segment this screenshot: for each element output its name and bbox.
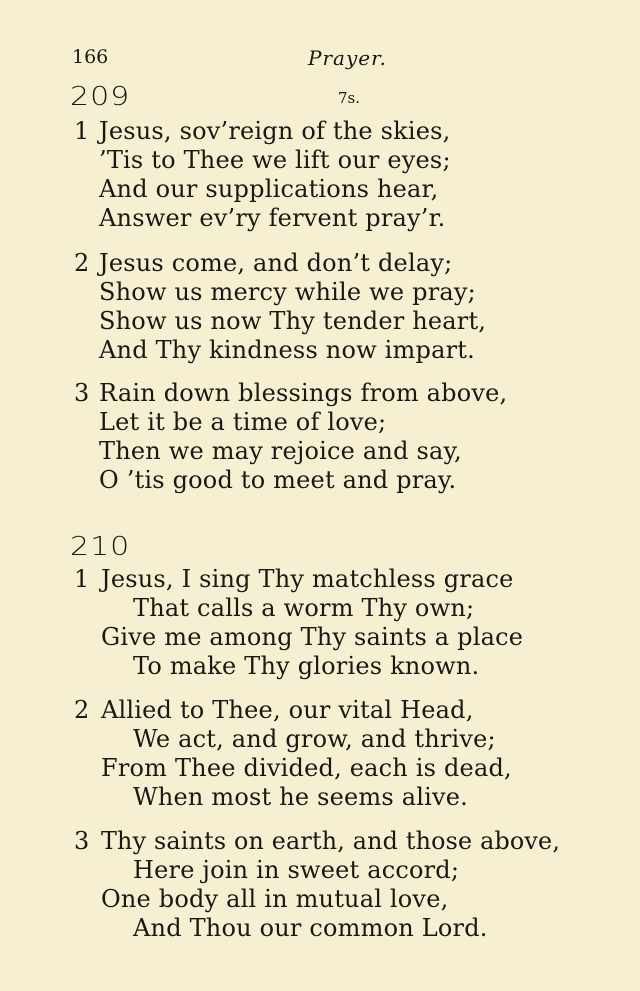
verse-line: Give me among Thy saints a place: [101, 623, 524, 651]
running-title: Prayer.: [308, 46, 387, 70]
verse-line: And Thou our common Lord.: [133, 914, 488, 942]
verse-line: Jesus come, and don’t delay;: [99, 249, 453, 277]
hymn-meter: 7s.: [338, 89, 361, 107]
verse-line: ’Tis to Thee we lift our eyes;: [99, 146, 451, 174]
verse-line: And Thy kindness now impart.: [99, 336, 475, 364]
verse-line: When most he seems alive.: [133, 783, 468, 811]
verse-number: 1: [74, 117, 90, 145]
verse-line: That calls a worm Thy own;: [133, 594, 475, 622]
verse-line: We act, and grow, and thrive;: [133, 725, 496, 753]
verse-line: Here join in sweet accord;: [133, 856, 460, 884]
verse-line: And our supplications hear,: [99, 175, 439, 203]
verse-line: From Thee divided, each is dead,: [101, 754, 512, 782]
verse-line: Let it be a time of love;: [99, 408, 387, 436]
verse-line: Then we may rejoice and say,: [99, 437, 462, 465]
verse-line: Show us mercy while we pray;: [99, 278, 476, 306]
page-number: 166: [72, 46, 109, 68]
verse-number: 2: [74, 696, 90, 724]
verse-line: Rain down blessings from above,: [99, 379, 508, 407]
verse-line: One body all in mutual love,: [101, 885, 449, 913]
verse-line: Jesus, sov’reign of the skies,: [99, 117, 451, 145]
verse-line: Show us now Thy tender heart,: [99, 307, 487, 335]
verse-number: 3: [74, 827, 90, 855]
verse-line: To make Thy glories known.: [133, 652, 480, 680]
verse-line: Jesus, I sing Thy matchless grace: [101, 565, 514, 593]
hymn-number-209: 209: [70, 82, 131, 112]
verse-line: Thy saints on earth, and those above,: [101, 827, 561, 855]
verse-line: O ’tis good to meet and pray.: [99, 466, 457, 494]
hymn-number-210: 210: [70, 532, 131, 562]
verse-number: 3: [74, 379, 90, 407]
verse-number: 1: [74, 565, 90, 593]
verse-number: 2: [74, 249, 90, 277]
verse-line: Allied to Thee, our vital Head,: [101, 696, 474, 724]
verse-line: Answer ev’ry fervent pray’r.: [99, 204, 446, 232]
